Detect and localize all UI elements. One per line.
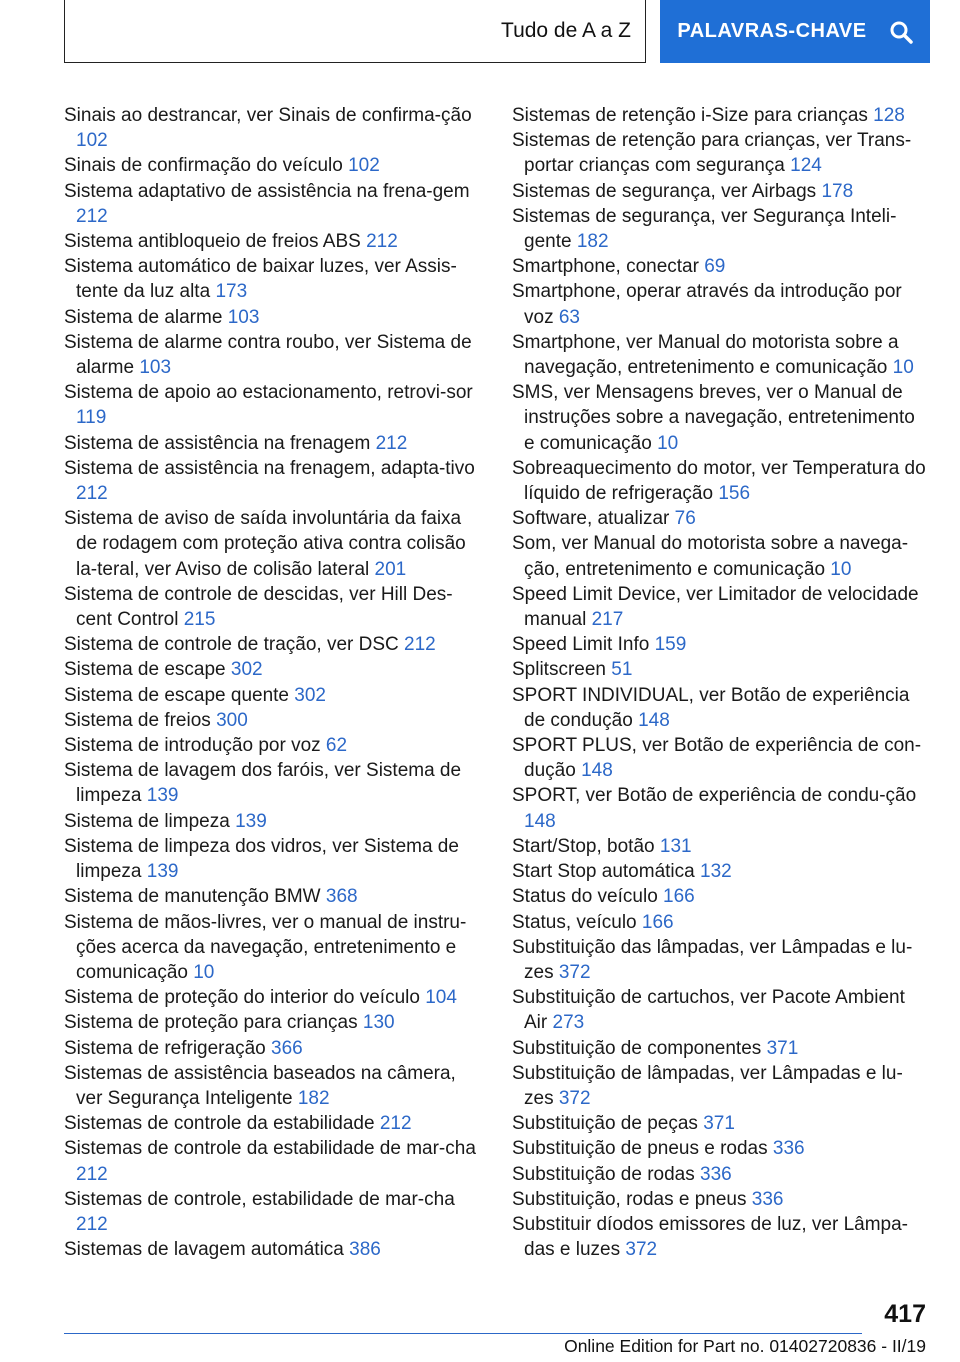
index-entry-text: Substituição de cartuchos, ver Pacote Ambient Air <box>512 987 905 1034</box>
index-entry-text: Status do veículo <box>512 886 658 908</box>
index-entry <box>64 1237 484 1262</box>
index-entry-page-link[interactable]: 212 <box>366 231 398 253</box>
index-entry-text: Sistema de limpeza dos vidros, ver Sistema de limpeza <box>64 835 459 883</box>
tab-keywords[interactable] <box>660 0 930 63</box>
index-entry-text: Sistema de assistência na frenagem, adapta-tivo <box>64 457 475 479</box>
index-entry-text: SPORT INDIVIDUAL, ver Botão de experiência de condução <box>512 684 910 731</box>
index-entry-text: Sistemas de segurança, ver Segurança Inteli-gente <box>512 205 897 253</box>
index-entry <box>64 254 484 304</box>
index-entry-page-link[interactable]: 212 <box>76 1163 108 1185</box>
page-number: 417 <box>884 1300 926 1328</box>
index-entry-page-link[interactable]: 302 <box>294 684 326 706</box>
index-entry <box>512 1187 926 1212</box>
index-entry <box>512 279 926 329</box>
index-entry-page-link[interactable]: 366 <box>271 1037 303 1059</box>
index-entry <box>512 935 926 985</box>
index-entry <box>512 1036 926 1061</box>
index-entry-page-link[interactable]: 372 <box>625 1239 658 1261</box>
index-entry-text: Sistema de aviso de saída involuntária da faixa de rodagem com proteção ativa contra colisão la-teral, ver Aviso de colisão lateral <box>64 508 466 580</box>
index-entry-page-link[interactable]: 273 <box>552 1012 585 1034</box>
tab-a-to-z-label: Tudo de A a Z <box>501 19 631 42</box>
index-entry-page-link[interactable]: 148 <box>524 810 556 832</box>
index-entry-text: Sistemas de controle da estabilidade <box>64 1113 375 1135</box>
footer-edition: Online Edition for Part no. 01402720836 - II/19 <box>564 1336 926 1356</box>
index-entry <box>512 910 926 935</box>
index-entry-text: Start Stop automática <box>512 861 695 883</box>
index-entry-page-link[interactable]: 336 <box>772 1138 805 1160</box>
index-entry <box>512 330 926 380</box>
index-entry <box>64 330 484 380</box>
index-entry-page-link[interactable]: 103 <box>139 357 172 379</box>
index-entry-text: Som, ver Manual do motorista sobre a navega-ção, entretenimento e comunicação <box>512 533 909 580</box>
index-entry <box>512 834 926 859</box>
index-entry-page-link[interactable]: 130 <box>362 1012 395 1034</box>
index-column-right <box>512 103 926 1262</box>
index-entry-page-link[interactable]: 103 <box>227 306 260 328</box>
index-entry <box>512 1136 926 1161</box>
index-entry-page-link[interactable]: 166 <box>663 886 695 908</box>
index-entry-page-link[interactable]: 302 <box>230 659 263 681</box>
index-entry-text: Speed Limit Info <box>512 634 650 656</box>
index-entry-page-link[interactable]: 201 <box>374 558 407 580</box>
index-entry <box>512 657 926 682</box>
index-entry-text: Speed Limit Device, ver Limitador de velocidade manual <box>512 583 919 631</box>
index-entry-text: Sistema de alarme contra roubo, ver Sistema de alarme <box>64 331 472 379</box>
index-entry <box>64 179 484 229</box>
index-entry <box>64 1036 484 1061</box>
index-entry-page-link[interactable]: 371 <box>766 1037 799 1059</box>
index-entry-page-link[interactable]: 156 <box>718 483 751 505</box>
index-entry-page-link[interactable]: 215 <box>183 609 216 631</box>
index-entry-page-link[interactable]: 212 <box>404 634 436 656</box>
index-entry <box>512 1162 926 1187</box>
index-entry <box>512 1061 926 1111</box>
index-entry-text: Start/Stop, botão <box>512 835 655 857</box>
index-entry-page-link[interactable]: 139 <box>146 861 179 883</box>
index-entry-page-link[interactable]: 368 <box>325 886 358 908</box>
index-entry <box>64 229 484 254</box>
index-entry-text: Sistema de alarme <box>64 306 223 328</box>
index-entry-page-link[interactable]: 10 <box>892 357 914 379</box>
index-entry-text: Sistemas de assistência baseados na câmera, ver Segurança Inteligente <box>64 1062 456 1109</box>
index-entry-text: Substituição de lâmpadas, ver Lâmpadas e lu-zes <box>512 1062 903 1109</box>
index-entry-page-link[interactable]: 166 <box>641 911 674 933</box>
index-entry <box>64 884 484 909</box>
index-entry-page-link[interactable]: 76 <box>674 508 696 530</box>
index-entry <box>512 204 926 254</box>
index-entry-text: Sistema de proteção para crianças <box>64 1012 358 1034</box>
index-entry <box>64 708 484 733</box>
index-entry-text: Sistema de mãos-livres, ver o manual de instru-ções acerca da navegação, entretenimento e comunicação <box>64 911 467 983</box>
index-entry <box>64 456 484 506</box>
index-entry <box>512 582 926 632</box>
index-entry <box>64 103 484 153</box>
index-entry <box>64 834 484 884</box>
index-entry-page-link[interactable]: 63 <box>558 306 580 328</box>
index-entry-page-link[interactable]: 51 <box>611 659 633 681</box>
index-entry <box>512 456 926 506</box>
index-entry-page-link[interactable]: 102 <box>348 155 380 177</box>
index-entry <box>512 506 926 531</box>
index-entry-text: Smartphone, operar através da introdução por voz <box>512 281 902 328</box>
index-entry-text: Sistemas de controle da estabilidade de mar-cha <box>64 1138 476 1160</box>
index-entry-text: Sistema de controle de descidas, ver Hill Des-cent Control <box>64 583 453 631</box>
index-entry-page-link[interactable]: 119 <box>76 407 107 429</box>
index-entry <box>512 254 926 279</box>
index-entry-text: Sistema de assistência na frenagem <box>64 432 371 454</box>
tab-a-to-z[interactable] <box>64 0 646 63</box>
index-entry <box>512 1212 926 1262</box>
index-entry <box>64 305 484 330</box>
index-entry-text: Substituir díodos emissores de luz, ver Lâmpa-das e luzes <box>512 1213 909 1261</box>
index-entry <box>512 859 926 884</box>
index-entry-page-link[interactable]: 62 <box>325 735 348 757</box>
index-entry-text: Substituição de pneus e rodas <box>512 1138 768 1160</box>
index-entry-page-link[interactable]: 139 <box>235 810 267 832</box>
footer-divider <box>64 1333 862 1334</box>
index-entry-text: Sistema de escape quente <box>64 684 289 706</box>
index-entry-page-link[interactable]: 124 <box>790 155 822 177</box>
index-entry <box>64 153 484 178</box>
index-entry-text: Sinais ao destrancar, ver Sinais de confirma-ção <box>64 105 472 126</box>
index-entry-page-link[interactable]: 102 <box>76 130 108 152</box>
index-entry-text: SPORT, ver Botão de experiência de condu-ção <box>512 785 917 807</box>
index-entry <box>64 380 484 430</box>
index-entry-page-link[interactable]: 212 <box>76 483 108 505</box>
index-entry-text: Status, veículo <box>512 911 637 933</box>
index-entry-page-link[interactable]: 159 <box>654 634 687 656</box>
index-entry-text: Smartphone, ver Manual do motorista sobre a navegação, entretenimento e comunicação <box>512 331 899 379</box>
index-entry-text: Sistema de lavagem dos faróis, ver Sistema de limpeza <box>64 760 462 807</box>
index-entry-text: Sistema antibloqueio de freios ABS <box>64 231 361 253</box>
index-entry-text: Substituição das lâmpadas, ver Lâmpadas e lu-zes <box>512 936 913 983</box>
index-entry-page-link[interactable]: 300 <box>216 709 248 731</box>
index-entry-text: Sistema de manutenção BMW <box>64 886 321 908</box>
index-entry <box>512 683 926 733</box>
index-entry-page-link[interactable]: 128 <box>873 105 905 126</box>
index-entry-page-link[interactable]: 372 <box>558 1087 591 1109</box>
index-entry-text: Sistema de escape <box>64 659 226 681</box>
index-entry <box>64 506 484 582</box>
search-icon <box>889 20 913 44</box>
index-entry <box>512 531 926 581</box>
index-entry <box>64 1111 484 1136</box>
index-entry <box>64 733 484 758</box>
index-entry-text: Sistemas de retenção i-Size para crianças <box>512 105 868 126</box>
tab-keywords-label: PALAVRAS-CHAVE <box>677 20 867 42</box>
index-entry <box>64 683 484 708</box>
index-entry-text: Substituição de peças <box>512 1113 698 1135</box>
index-entry-text: Sistema de freios <box>64 709 211 731</box>
index-entry-page-link[interactable]: 217 <box>591 609 624 631</box>
index-entry-text: Sinais de confirmação do veículo <box>64 155 343 177</box>
index-entry-text: Substituição de componentes <box>512 1037 762 1059</box>
index-entry-text: Sistema de refrigeração <box>64 1037 266 1059</box>
index-entry-page-link[interactable]: 131 <box>659 835 692 857</box>
index-entry <box>64 582 484 632</box>
index-entry-text: Sistema de limpeza <box>64 810 230 832</box>
index-entry <box>512 1111 926 1136</box>
index-entry-page-link[interactable]: 178 <box>821 180 854 202</box>
index-entry-text: SMS, ver Mensagens breves, ver o Manual de instruções sobre a navegação, entretenimento e comunicação <box>512 382 915 454</box>
index-entry-page-link[interactable]: 212 <box>76 205 108 227</box>
index-entry-page-link[interactable]: 69 <box>704 256 726 278</box>
index-entry <box>512 179 926 204</box>
index-entry <box>64 910 484 986</box>
index-entry <box>512 733 926 783</box>
index-entry <box>64 431 484 456</box>
index-entry <box>512 128 926 178</box>
index-entry-page-link[interactable]: 10 <box>193 961 215 983</box>
index-entry-page-link[interactable]: 10 <box>657 432 679 454</box>
index-entry-text: Sistemas de retenção para crianças, ver Trans-portar crianças com segurança <box>512 130 912 177</box>
header <box>64 0 930 66</box>
index-entry <box>64 985 484 1010</box>
index-entry-page-link[interactable]: 212 <box>379 1113 412 1135</box>
index-entry <box>512 884 926 909</box>
index-entry <box>512 783 926 833</box>
index-entry-page-link[interactable]: 212 <box>76 1213 108 1235</box>
index-entry <box>64 758 484 808</box>
index-entry-text: Sistema automático de baixar luzes, ver Assis-tente da luz alta <box>64 256 457 303</box>
index-entry-page-link[interactable]: 104 <box>425 987 457 1009</box>
index-entry-text: Sistemas de controle, estabilidade de mar-cha <box>64 1188 455 1210</box>
index-entry <box>512 103 926 128</box>
index-entry-page-link[interactable]: 173 <box>215 281 248 303</box>
index-entry-page-link[interactable]: 182 <box>576 231 609 253</box>
index-entry-text: Sistema adaptativo de assistência na frena-gem <box>64 180 470 202</box>
index-entry-text: Sistemas de segurança, ver Airbags <box>512 180 817 202</box>
index-entry-page-link[interactable]: 336 <box>751 1188 784 1210</box>
index-entry <box>64 809 484 834</box>
index-entry-page-link[interactable]: 10 <box>830 558 852 580</box>
index-entry-page-link[interactable]: 132 <box>700 861 732 883</box>
index-entry-page-link[interactable]: 212 <box>375 432 408 454</box>
index-entry-page-link[interactable]: 139 <box>146 785 179 807</box>
index-entry-text: Sobreaquecimento do motor, ver Temperatura do líquido de refrigeração <box>512 457 926 505</box>
index-entry-text: Sistema de controle de tração, ver DSC <box>64 634 399 656</box>
index-entry-page-link[interactable]: 182 <box>297 1087 330 1109</box>
index-entry-text: SPORT PLUS, ver Botão de experiência de con-dução <box>512 735 922 782</box>
index-entry-text: Sistema de apoio ao estacionamento, retrovi-sor <box>64 382 473 404</box>
index-entry-page-link[interactable]: 336 <box>700 1163 732 1185</box>
index-entry-page-link[interactable]: 372 <box>558 961 591 983</box>
index-entry-text: Splitscreen <box>512 659 606 681</box>
index-entry <box>512 380 926 456</box>
index-entry <box>64 1136 484 1186</box>
index-entry-text: Smartphone, conectar <box>512 256 699 278</box>
index-entry <box>64 1010 484 1035</box>
index-entry <box>64 632 484 657</box>
index-entry-page-link[interactable]: 148 <box>638 709 670 731</box>
index-entry-text: Substituição, rodas e pneus <box>512 1188 747 1210</box>
index-entry <box>64 1187 484 1237</box>
index-entry-text: Software, atualizar <box>512 508 670 530</box>
index-entry-text: Sistema de proteção do interior do veículo <box>64 987 420 1009</box>
index-entry-text: Substituição de rodas <box>512 1163 695 1185</box>
index-entry-page-link[interactable]: 371 <box>703 1113 735 1135</box>
index-entry <box>64 1061 484 1111</box>
index-entry-text: Sistemas de lavagem automática <box>64 1239 344 1261</box>
index-entry-page-link[interactable]: 148 <box>581 760 613 782</box>
index-entry-page-link[interactable]: 386 <box>349 1239 381 1261</box>
index-entry <box>512 985 926 1035</box>
index-column-left <box>64 103 484 1262</box>
index-entry <box>64 657 484 682</box>
index-entry-text: Sistema de introdução por voz <box>64 735 321 757</box>
index-entry <box>512 632 926 657</box>
